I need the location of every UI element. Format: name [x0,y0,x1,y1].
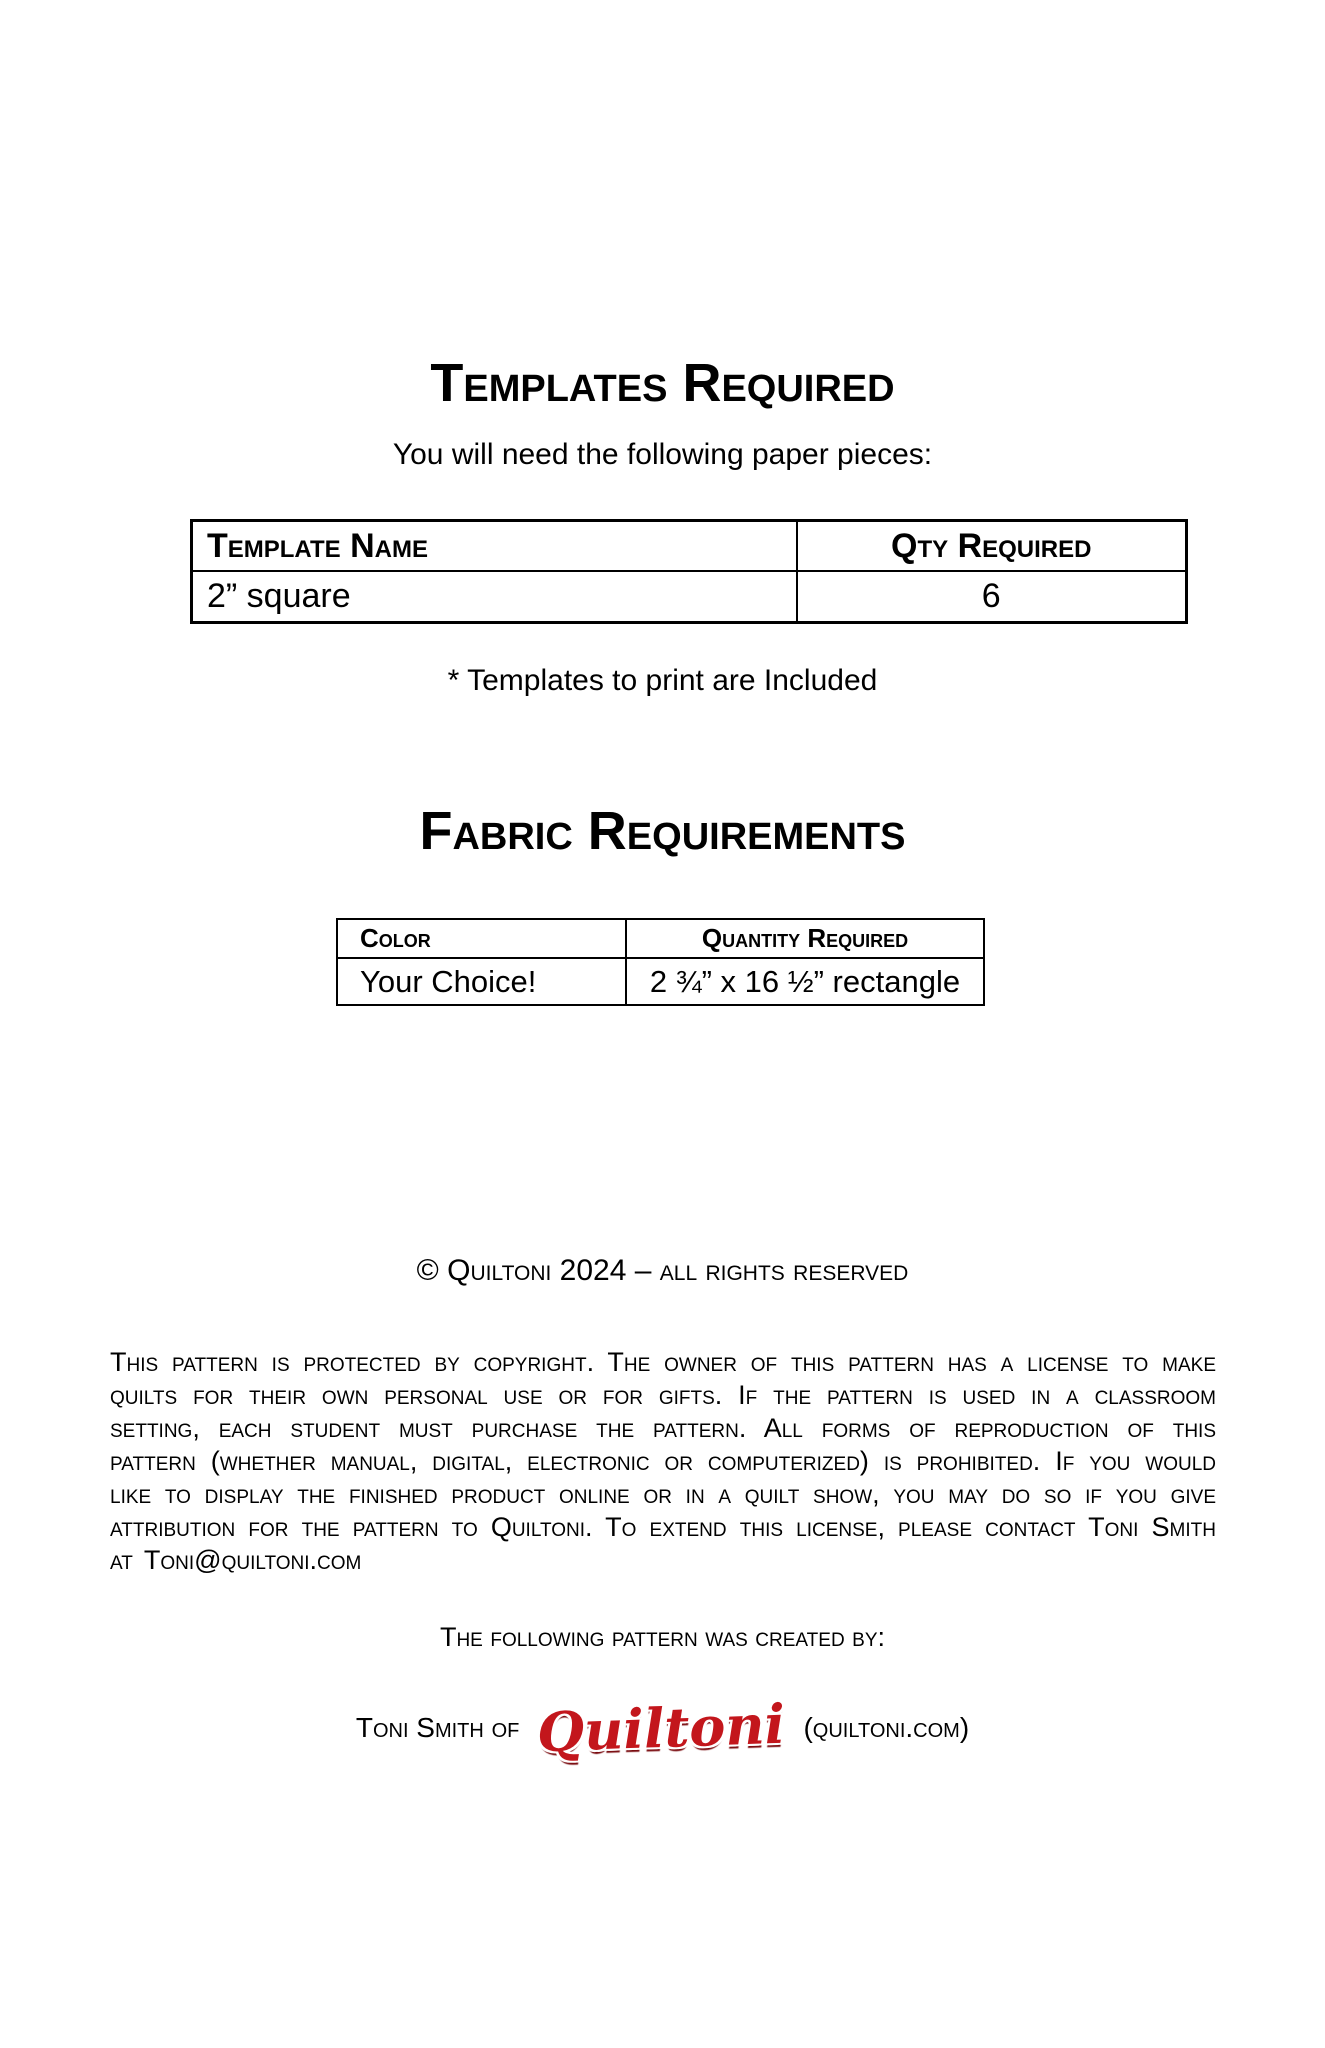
fabric-color-cell: Your Choice! [337,958,626,1005]
templates-table-header-qty: Qty Required [797,521,1187,572]
templates-table [190,519,1188,624]
fabric-table-header-row [337,919,984,958]
templates-intro-text: You will need the following paper pieces: [392,438,933,471]
fabric-table-row [337,958,984,1005]
fabric-table [336,918,985,1006]
templates-table-header-row [192,521,1187,572]
license-paragraph: This pattern is protected by copyright. The owner of this pattern has a license to make quilts for their own personal use or for gifts. If the pattern is used in a classroom setting, each student must purchase the pattern. All forms of reproduction of this pattern (whether manual, digital, electronic or computerized) is prohibited. If you would like to display the finished product online or in a quilt show, you may do so if you give attribution for the pattern to Quiltoni. To extend this license, please contact Toni Smith at Toni@quiltoni.com [110,1347,1216,1575]
created-by-text: The following pattern was created by: [439,1622,886,1652]
site-url-text: (quiltoni.com) [803,1712,970,1743]
author-prefix-text: Toni Smith of [355,1712,520,1743]
templates-table-header-name: Template Name [192,521,797,572]
credit-row [0,1691,1325,1765]
quiltoni-logo: Quiltoni [536,1691,787,1765]
fabric-quantity-cell: 2 ¾” x 16 ½” rectangle [626,958,984,1005]
copyright-line: © Quiltoni 2024 – all rights reserved [416,1254,909,1287]
templates-footnote: * Templates to print are Included [447,664,878,697]
template-name-cell: 2” square [192,571,797,623]
fabric-requirements-title: Fabric Requirements [419,801,906,861]
template-qty-cell: 6 [797,571,1187,623]
fabric-table-header-quantity: Quantity Required [626,919,984,958]
templates-required-title: Templates Required [430,353,895,413]
templates-table-row [192,571,1187,623]
fabric-table-header-color: Color [337,919,626,958]
